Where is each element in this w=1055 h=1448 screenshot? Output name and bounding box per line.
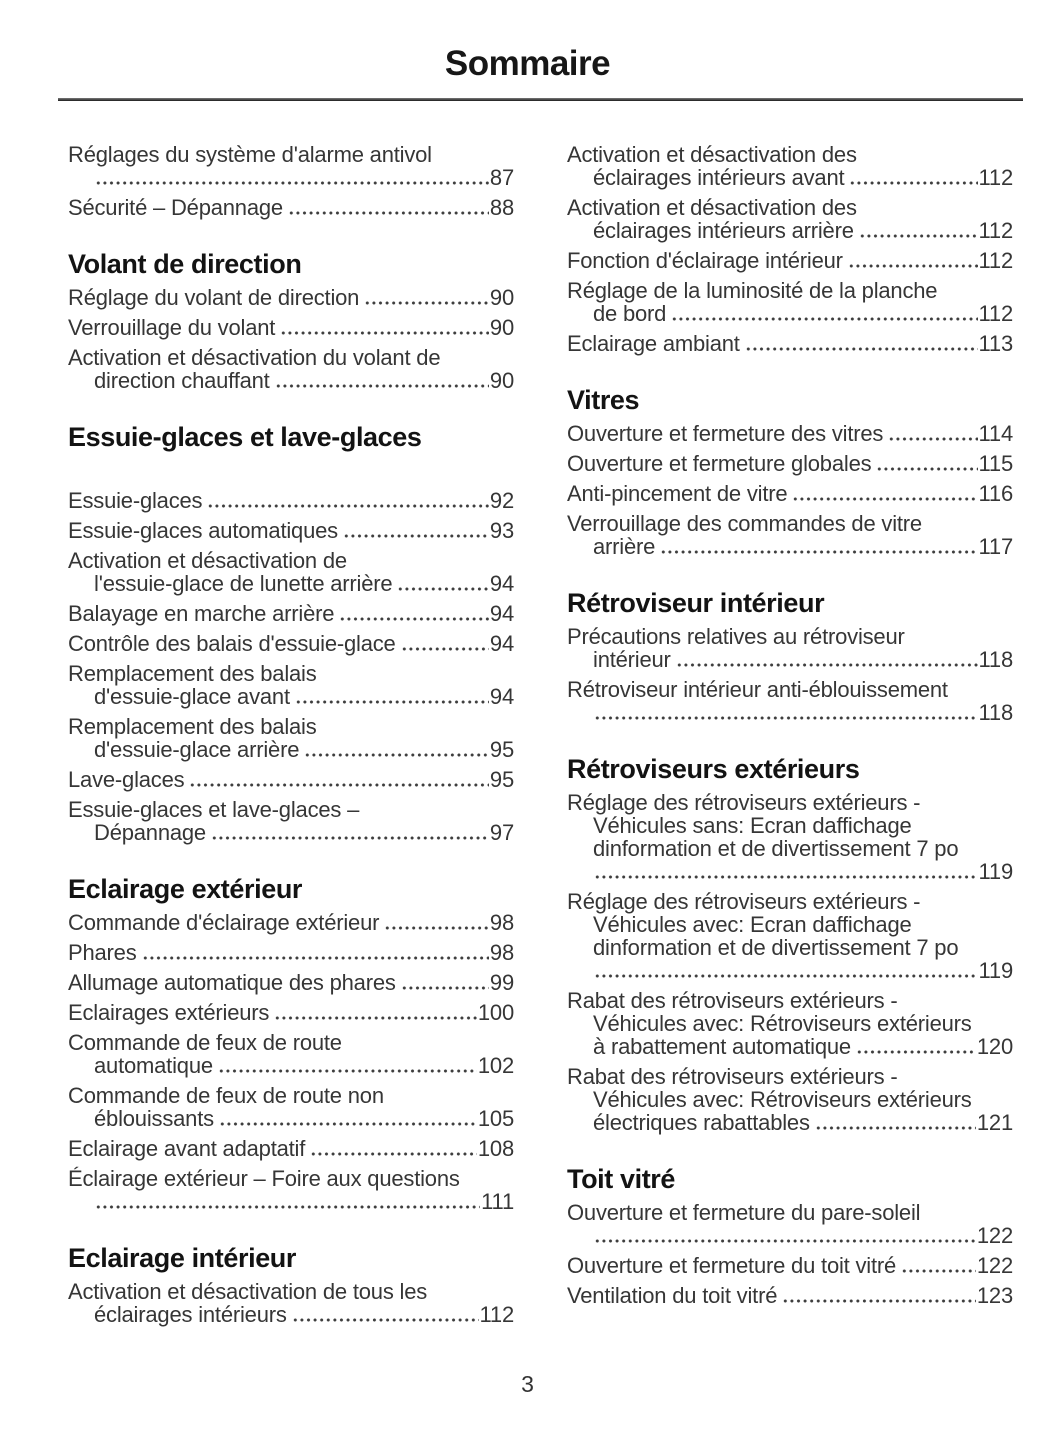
dot-leader <box>792 496 977 502</box>
toc-page-ref: 99 <box>489 970 514 995</box>
toc-entry <box>567 332 1013 355</box>
dot-leader <box>849 180 977 186</box>
toc-entry-line-with-page <box>68 489 514 512</box>
toc-entry-line: Activation et désactivation des <box>567 195 857 220</box>
toc-entry-line-with-page <box>68 1137 514 1160</box>
section-heading: Eclairage extérieur <box>68 874 303 904</box>
toc-entry <box>68 286 514 309</box>
toc-entry-line-with-page <box>68 602 514 625</box>
toc-entry-line: Réglage de la luminosité de la planche <box>567 278 938 303</box>
dot-leader <box>142 955 489 961</box>
dot-leader <box>888 436 977 442</box>
toc-columns <box>68 143 1013 1333</box>
dot-leader <box>782 1298 976 1304</box>
toc-entry-line: dinformation et de divertissement 7 po <box>593 836 959 861</box>
toc-entry <box>567 482 1013 505</box>
toc-entry-text: Balayage en marche arrière <box>68 601 335 626</box>
toc-page-ref: 119 <box>978 958 1013 983</box>
toc-entry <box>68 662 514 708</box>
toc-entry-text: intérieur <box>593 647 671 672</box>
dot-leader <box>364 300 489 306</box>
dot-leader <box>676 662 978 668</box>
toc-page-ref: 90 <box>489 285 514 310</box>
toc-page-ref: 112 <box>978 248 1013 273</box>
dot-leader <box>292 1317 479 1323</box>
toc-entry <box>567 890 1013 982</box>
dot-leader <box>876 466 977 472</box>
dot-leader <box>594 715 978 721</box>
toc-entry-line: Ouverture et fermeture du pare-soleil <box>567 1200 921 1225</box>
toc-entry <box>68 632 514 655</box>
toc-entry <box>68 346 514 392</box>
dot-leader <box>280 330 489 336</box>
toc-entry-text: Sécurité – Dépannage <box>68 195 283 220</box>
toc-entry-line-with-page <box>567 1035 1013 1058</box>
toc-entry-line: Éclairage extérieur – Foire aux questions <box>68 1166 460 1191</box>
toc-page-ref: 111 <box>481 1189 514 1214</box>
toc-entry <box>567 1254 1013 1277</box>
dot-leader <box>397 586 488 592</box>
toc-entry-text: éclairages intérieurs arrière <box>593 218 854 243</box>
toc-entry <box>68 1001 514 1024</box>
section-heading: Eclairage intérieur <box>68 1243 297 1273</box>
toc-entry <box>567 512 1013 558</box>
dot-leader <box>310 1151 477 1157</box>
toc-entry <box>567 196 1013 242</box>
dot-leader <box>401 985 489 991</box>
toc-entry-text: Commande d'éclairage extérieur <box>68 910 380 935</box>
toc-entry-line: Rétroviseur intérieur anti-éblouissement <box>567 677 948 702</box>
toc-entry-line-with-page <box>68 685 514 708</box>
toc-entry-line: Réglage des rétroviseurs extérieurs - <box>567 889 921 914</box>
toc-page-ref: 94 <box>489 631 514 656</box>
toc-page-ref: 100 <box>477 1000 514 1025</box>
toc-entry-text: éclairages intérieurs avant <box>593 165 845 190</box>
toc-entry-line-with-page <box>68 821 514 844</box>
page-title: Sommaire <box>444 44 611 83</box>
toc-entry <box>68 768 514 791</box>
toc-entry-text: Réglage du volant de direction <box>68 285 360 310</box>
section-heading: Volant de direction <box>68 249 302 279</box>
toc-entry-text: l'essuie-glace de lunette arrière <box>94 571 393 596</box>
toc-entry <box>68 941 514 964</box>
toc-page-ref: 88 <box>489 195 514 220</box>
toc-entry-line-with-page <box>567 1284 1013 1307</box>
toc-page-ref: 114 <box>978 421 1013 446</box>
toc-entry <box>68 798 514 844</box>
toc-entry-line: Rabat des rétroviseurs extérieurs - <box>567 988 898 1013</box>
dot-leader <box>207 503 489 509</box>
toc-entry-text: d'essuie-glace arrière <box>94 737 300 762</box>
toc-page-ref: 98 <box>489 940 514 965</box>
toc-entry <box>68 1031 514 1077</box>
toc-entry-text: Phares <box>68 940 137 965</box>
toc-page-ref: 94 <box>489 571 514 596</box>
toc-entry-line-with-page <box>68 1001 514 1024</box>
toc-entry-text: à rabattement automatique <box>593 1034 851 1059</box>
toc-page-ref: 98 <box>489 910 514 935</box>
toc-entry-line-with-page <box>567 452 1013 475</box>
toc-entry-line: Remplacement des balais <box>68 661 317 686</box>
toc-entry-line: Véhicules avec: Rétroviseurs extérieurs <box>593 1011 972 1036</box>
dot-leader <box>594 874 978 880</box>
toc-entry <box>68 519 514 542</box>
dot-leader <box>660 549 977 555</box>
toc-entry-line-with-page <box>68 632 514 655</box>
toc-entry-line-with-page <box>68 1190 514 1213</box>
toc-entry-line: Commande de feux de route non <box>68 1083 384 1108</box>
dot-leader <box>288 210 489 216</box>
toc-entry-line: dinformation et de divertissement 7 po <box>593 935 959 960</box>
toc-entry-text: arrière <box>593 534 656 559</box>
toc-page-ref: 122 <box>976 1223 1013 1248</box>
toc-entry-line: Activation et désactivation de <box>68 548 347 573</box>
toc-entry-line-with-page <box>68 768 514 791</box>
toc-entry <box>68 316 514 339</box>
toc-entry <box>68 1280 514 1326</box>
dot-leader <box>384 925 489 931</box>
dot-leader <box>594 973 978 979</box>
toc-entry-text: Eclairage avant adaptatif <box>68 1136 306 1161</box>
toc-entry <box>68 143 514 189</box>
toc-entry-text: Ouverture et fermeture des vitres <box>567 421 884 446</box>
dot-leader <box>274 1015 477 1021</box>
toc-entry-line-with-page <box>567 860 1013 883</box>
toc-page-ref: 112 <box>978 218 1013 243</box>
toc-entry <box>68 602 514 625</box>
toc-entry-text: Anti-pincement de vitre <box>567 481 788 506</box>
toc-entry <box>567 1065 1013 1134</box>
title-divider <box>58 98 1023 101</box>
toc-entry-line: Réglages du système d'alarme antivol <box>68 142 432 167</box>
toc-entry <box>567 625 1013 671</box>
toc-entry-line-with-page <box>567 249 1013 272</box>
dot-leader <box>189 782 488 788</box>
dot-leader <box>856 1049 976 1055</box>
toc-entry-line-with-page <box>68 519 514 542</box>
toc-page-ref: 121 <box>976 1110 1013 1135</box>
toc-entry-line: Rabat des rétroviseurs extérieurs - <box>567 1064 898 1089</box>
toc-entry-text: d'essuie-glace avant <box>94 684 290 709</box>
toc-entry-line-with-page <box>567 332 1013 355</box>
toc-page-ref: 92 <box>489 488 514 513</box>
toc-page-ref: 90 <box>489 315 514 340</box>
toc-entry <box>68 911 514 934</box>
toc-page-ref: 123 <box>976 1283 1013 1308</box>
toc-entry-text: Dépannage <box>94 820 206 845</box>
toc-entry <box>68 489 514 512</box>
dot-leader <box>95 180 489 186</box>
toc-page-ref: 97 <box>489 820 514 845</box>
toc-entry-text: Allumage automatique des phares <box>68 970 396 995</box>
toc-entry-line: Précautions relatives au rétroviseur <box>567 624 905 649</box>
toc-entry <box>68 549 514 595</box>
toc-page-ref: 112 <box>479 1302 514 1327</box>
dot-leader <box>343 533 489 539</box>
toc-page-ref: 95 <box>489 737 514 762</box>
dot-leader <box>401 646 489 652</box>
toc-entry-line-with-page <box>68 971 514 994</box>
toc-entry-line-with-page <box>68 1107 514 1130</box>
dot-leader <box>745 346 978 352</box>
toc-page-ref: 93 <box>489 518 514 543</box>
toc-page-ref: 94 <box>489 684 514 709</box>
toc-entry-text: Fonction d'éclairage intérieur <box>567 248 843 273</box>
toc-entry <box>567 678 1013 724</box>
toc-entry-line-with-page <box>68 166 514 189</box>
toc-entry-text: Ouverture et fermeture globales <box>567 451 872 476</box>
dot-leader <box>815 1125 976 1131</box>
dot-leader <box>859 233 978 239</box>
toc-entry-text: éclairages intérieurs <box>94 1302 287 1327</box>
toc-entry-text: Ventilation du toit vitré <box>567 1283 778 1308</box>
toc-entry-line-with-page <box>68 1054 514 1077</box>
toc-entry <box>567 249 1013 272</box>
toc-entry <box>567 989 1013 1058</box>
toc-entry-line: Activation et désactivation du volant de <box>68 345 441 370</box>
toc-entry-line-with-page <box>68 196 514 219</box>
toc-entry-text: automatique <box>94 1053 213 1078</box>
toc-entry-line-with-page <box>567 302 1013 325</box>
dot-leader <box>211 835 489 841</box>
toc-entry-line-with-page <box>68 738 514 761</box>
dot-leader <box>594 1238 976 1244</box>
toc-entry-line: Véhicules sans: Ecran daffichage <box>593 813 912 838</box>
toc-entry-line-with-page <box>68 316 514 339</box>
toc-entry-line: Remplacement des balais <box>68 714 317 739</box>
toc-page-ref: 112 <box>978 165 1013 190</box>
toc-entry <box>68 1137 514 1160</box>
toc-page-ref: 117 <box>978 534 1013 559</box>
toc-entry-line-with-page <box>68 286 514 309</box>
dot-leader <box>218 1068 477 1074</box>
toc-page-ref: 108 <box>477 1136 514 1161</box>
toc-column-right <box>567 143 1013 1333</box>
toc-entry-line: Essuie-glaces et lave-glaces – <box>68 797 360 822</box>
toc-entry-text: éblouissants <box>94 1106 214 1131</box>
toc-entry-line-with-page <box>567 1224 1013 1247</box>
toc-entry <box>567 791 1013 883</box>
toc-page-ref: 116 <box>978 481 1013 506</box>
toc-entry-line: Activation et désactivation des <box>567 142 857 167</box>
toc-entry-text: Essuie-glaces <box>68 488 203 513</box>
toc-entry-text: de bord <box>593 301 667 326</box>
toc-page-ref: 112 <box>978 301 1013 326</box>
toc-entry <box>68 971 514 994</box>
toc-entry-text: Ouverture et fermeture du toit vitré <box>567 1253 897 1278</box>
toc-entry-line-with-page <box>567 535 1013 558</box>
section-heading: Rétroviseurs extérieurs <box>567 754 860 784</box>
toc-entry-text: direction chauffant <box>94 368 270 393</box>
toc-entry-line-with-page <box>567 422 1013 445</box>
toc-entry-text: électriques rabattables <box>593 1110 810 1135</box>
toc-column-left <box>68 143 514 1333</box>
toc-entry-line-with-page <box>567 482 1013 505</box>
dot-leader <box>339 616 489 622</box>
toc-entry <box>567 143 1013 189</box>
toc-entry-line: Réglage des rétroviseurs extérieurs - <box>567 790 921 815</box>
toc-entry <box>567 422 1013 445</box>
toc-entry <box>567 1284 1013 1307</box>
toc-page-ref: 122 <box>976 1253 1013 1278</box>
toc-entry-line: Activation et désactivation de tous les <box>68 1279 428 1304</box>
dot-leader <box>304 752 489 758</box>
toc-entry-line-with-page <box>68 369 514 392</box>
dot-leader <box>219 1121 477 1127</box>
toc-entry-text: Eclairage ambiant <box>567 331 740 356</box>
dot-leader <box>275 383 489 389</box>
toc-entry-text: Eclairages extérieurs <box>68 1000 270 1025</box>
toc-entry <box>68 1084 514 1130</box>
toc-entry-line-with-page <box>68 1303 514 1326</box>
toc-entry-line-with-page <box>567 959 1013 982</box>
section-heading: Toit vitré <box>567 1164 676 1194</box>
toc-entry-line-with-page <box>68 941 514 964</box>
section-heading: Vitres <box>567 385 640 415</box>
toc-entry <box>567 452 1013 475</box>
toc-entry <box>567 279 1013 325</box>
dot-leader <box>901 1268 976 1274</box>
toc-entry-text: Lave-glaces <box>68 767 185 792</box>
toc-entry-text: Verrouillage du volant <box>68 315 276 340</box>
dot-leader <box>295 699 489 705</box>
toc-entry-line-with-page <box>567 1111 1013 1134</box>
section-heading: Essuie-glaces et lave-glaces <box>68 422 422 452</box>
toc-entry-text: Essuie-glaces automatiques <box>68 518 338 543</box>
toc-entry-line: Véhicules avec: Ecran daffichage <box>593 912 912 937</box>
toc-entry <box>68 196 514 219</box>
toc-page-ref: 90 <box>489 368 514 393</box>
toc-entry-line: Verrouillage des commandes de vitre <box>567 511 922 536</box>
toc-entry-line: Commande de feux de route <box>68 1030 342 1055</box>
toc-entry <box>68 715 514 761</box>
dot-leader <box>848 263 978 269</box>
toc-entry <box>567 1201 1013 1247</box>
toc-entry-line-with-page <box>567 219 1013 242</box>
toc-entry-line-with-page <box>68 572 514 595</box>
dot-leader <box>95 1204 480 1210</box>
dot-leader <box>671 316 977 322</box>
toc-page-ref: 115 <box>978 451 1013 476</box>
toc-page-ref: 120 <box>976 1034 1013 1059</box>
toc-entry-line-with-page <box>567 166 1013 189</box>
toc-entry-line-with-page <box>567 1254 1013 1277</box>
toc-entry-line-with-page <box>567 701 1013 724</box>
toc-entry-line-with-page <box>68 911 514 934</box>
section-heading: Rétroviseur intérieur <box>567 588 825 618</box>
toc-page-ref: 94 <box>489 601 514 626</box>
toc-entry-line-with-page <box>567 648 1013 671</box>
toc-entry-text: Contrôle des balais d'essuie-glace <box>68 631 396 656</box>
toc-page-ref: 102 <box>477 1053 514 1078</box>
toc-page-ref: 95 <box>489 767 514 792</box>
toc-entry <box>68 1167 514 1213</box>
toc-page-ref: 119 <box>978 859 1013 884</box>
toc-entry-line: Véhicules avec: Rétroviseurs extérieurs <box>593 1087 972 1112</box>
toc-page-ref: 113 <box>978 331 1013 356</box>
toc-page-ref: 87 <box>489 165 514 190</box>
toc-page-ref: 105 <box>477 1106 514 1131</box>
page-number: 3 <box>521 1371 534 1397</box>
toc-page-ref: 118 <box>978 647 1013 672</box>
toc-page-ref: 118 <box>978 700 1013 725</box>
